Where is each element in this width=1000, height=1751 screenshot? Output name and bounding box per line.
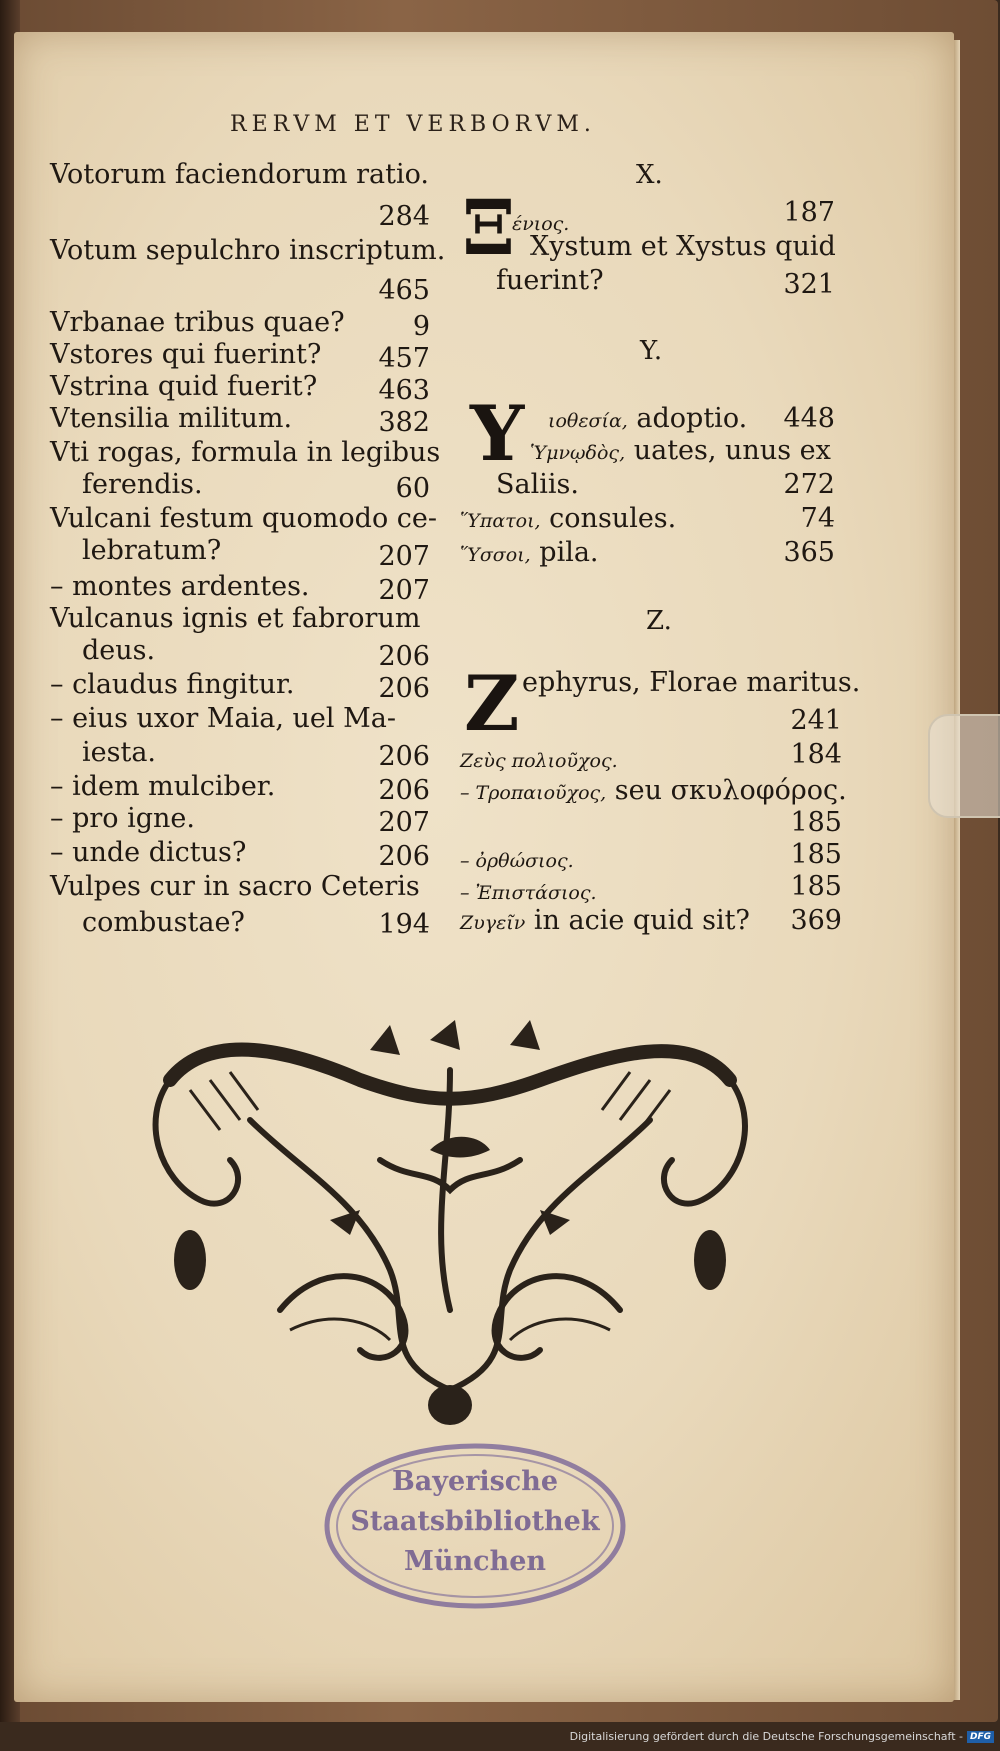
index-entry-continuation: lebratum?: [82, 535, 222, 566]
index-entry-text: – ὀρθώσιος.: [460, 850, 574, 872]
index-entry-text: – montes ardentes.: [50, 571, 310, 602]
index-entry-text: Votorum faciendorum ratio.: [50, 159, 429, 190]
index-entry-text: Ζεὺς πολιοῦχος.: [460, 750, 618, 772]
index-entry-page: 465: [378, 275, 430, 306]
stamp-line: München: [403, 1546, 547, 1577]
index-entry-continuation: ferendis.: [82, 469, 203, 500]
dfg-logo: DFG: [967, 1731, 994, 1743]
index-entry-page: 206: [378, 641, 430, 672]
index-entry-page: 206: [378, 775, 430, 806]
library-stamp: [322, 1440, 628, 1612]
index-entry-text: ιοθεσία, adoptio.: [548, 403, 748, 434]
index-entry-continuation: fuerint?: [496, 265, 604, 296]
page-clip: [928, 714, 1000, 818]
index-entry-continuation: combustae?: [82, 907, 245, 938]
index-entry-page: 369: [790, 905, 842, 936]
index-entry-page: 194: [378, 909, 430, 940]
index-entry-text: Vtensilia militum.: [50, 403, 293, 434]
running-header: RERVM ET VERBORVM.: [230, 112, 596, 137]
index-entry-text: Votum sepulchro inscriptum.: [50, 235, 446, 266]
section-heading-y: Y.: [640, 336, 663, 366]
decorative-initial-x: Ξ: [462, 183, 516, 272]
index-entry-page: 382: [378, 407, 430, 438]
index-entry-page: 185: [790, 807, 842, 838]
index-entry-page: 448: [783, 403, 835, 434]
index-entry-text: – idem mulciber.: [50, 771, 276, 802]
index-entry-text: Vulcanus ignis et fabrorum: [50, 603, 421, 634]
index-entry-text: ephyrus, Florae maritus.: [522, 667, 861, 698]
index-entry-page: 60: [395, 473, 430, 504]
index-entry-page: 207: [378, 575, 430, 606]
credit-text: Digitalisierung gefördert durch die Deutsche Forschungsgemeinschaft -: [569, 1730, 963, 1743]
index-entry-page: 272: [783, 469, 835, 500]
section-heading-z: Z.: [646, 606, 672, 636]
index-entry-page: 207: [378, 807, 430, 838]
index-entry-page: 463: [378, 375, 430, 406]
index-entry-continuation: iesta.: [82, 737, 156, 768]
index-entry-text: – Ἐπιστάσιος.: [460, 882, 597, 904]
index-entry-text: – unde dictus?: [50, 837, 247, 868]
index-entry-page: 185: [790, 839, 842, 870]
index-entry-continuation: deus.: [82, 635, 156, 666]
index-entry-text: Vstores qui fuerint?: [50, 339, 322, 370]
index-entry-text: Ζυγεῖν in acie quid sit?: [460, 905, 750, 936]
index-entry-continuation: Saliis.: [496, 469, 579, 500]
index-entry-text: Vrbanae tribus quae?: [50, 307, 345, 338]
index-entry-page: 206: [378, 741, 430, 772]
index-entry-text: ένιος.: [512, 213, 570, 235]
index-entry-text: Xystum et Xystus quid: [530, 231, 836, 262]
index-entry-page: 321: [783, 269, 835, 300]
index-entry-text: – eius uxor Maia, uel Ma-: [50, 703, 396, 734]
stamp-line: Bayerische: [391, 1466, 559, 1497]
index-entry-page: 206: [378, 673, 430, 704]
index-entry-page: 184: [790, 739, 842, 770]
section-heading-x: X.: [636, 160, 663, 190]
index-entry-page: 457: [378, 343, 430, 374]
index-entry-page: 74: [800, 503, 835, 534]
index-entry-text: Ὑμνῳδὸς, uates, unus ex: [530, 435, 831, 466]
digitization-credit: [570, 1730, 994, 1743]
decorative-initial-y: Y: [470, 389, 525, 478]
index-entry-page: 365: [783, 537, 835, 568]
decorative-initial-z: Z: [464, 659, 520, 748]
index-entry-text: Vulcani festum quomodo ce-: [50, 503, 438, 534]
index-entry-page: 241: [790, 705, 842, 736]
index-entry-page: 185: [790, 871, 842, 902]
index-entry-text: Vti rogas, formula in legibus: [50, 437, 441, 468]
index-entry-page: 206: [378, 841, 430, 872]
index-entry-text: Ὕσσοι, pila.: [460, 537, 599, 568]
index-entry-text: Vulpes cur in sacro Ceteris: [50, 871, 420, 902]
woodcut-ornament: [130, 1010, 770, 1430]
index-entry-text: – pro igne.: [50, 803, 195, 834]
index-entry-text: – Τροπαιοῦχος, seu σκυλοφόρος.: [460, 775, 847, 806]
stamp-line: Staatsbibliothek: [350, 1506, 600, 1537]
index-entry-page: 284: [378, 201, 430, 232]
index-entry-text: – claudus fingitur.: [50, 669, 295, 700]
index-entry-page: 187: [783, 197, 835, 228]
index-entry-text: Ὕπατοι, consules.: [460, 503, 677, 534]
index-entry-page: 9: [412, 311, 430, 342]
index-entry-page: 207: [378, 541, 430, 572]
index-entry-text: Vstrina quid fuerit?: [50, 371, 318, 402]
